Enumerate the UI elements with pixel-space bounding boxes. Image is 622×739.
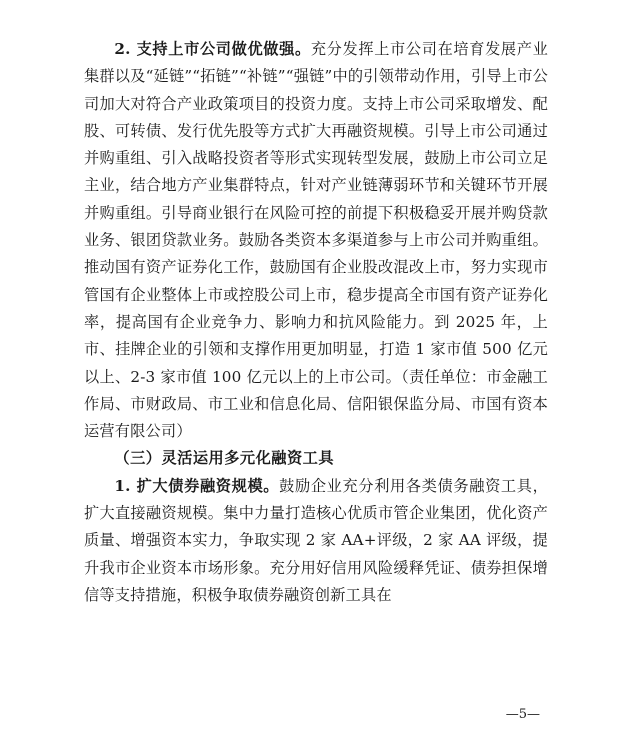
section-heading: （三）灵活运用多元化融资工具 <box>114 449 335 468</box>
paragraph-body: 充分发挥上市公司在培育发展产业集群以及“延链”“拓链”“补链”“强链”中的引领带动作用，引导上市公司加大对符合产业政策项目的投资力度。支持上市公司采取增发、配股、可转债、发行优先股等方式扩大再融资规模。引导上市公司通过并购重组、引入战略投资者等形式实现转型发展，鼓励上市公司立足主业，结合地方产业集群特点，针对产业链薄弱环节和关键环节开展并购重组。引导商业银行在风险可控的前提下积极稳妥开展并购贷款业务、银团贷款业务。鼓励各类资本多渠道参与上市公司并购重组。推动国有资产证券化工作，鼓励国有企业股改混改上市，努力实现市管国有企业整体上市或控股公司上市，稳步提高全市国有资产证券化率，提高国有企业竞争力、影响力和抗风险能力。到 2025 年，上市、挂牌企业的引领和支撑作用更加明显，打造 1 家市值 500 亿元以上、2-3 家市值 100 亿元以上的上市公司。（责任单位：市金融工作局、市财政局、市工业和信息化局、信阳银保监分局、市国有资本运营有限公司） <box>84 40 548 441</box>
document-page <box>84 36 548 609</box>
paragraph-title: 2. 支持上市公司做优做强。 <box>114 40 311 58</box>
page-number: —5— <box>505 707 540 722</box>
paragraph-listed-companies <box>84 36 548 445</box>
paragraph-body: 鼓励企业充分利用各类债务融资工具，扩大直接融资规模。集中力量打造核心优质市管企业集团，优化资产质量、增强资本实力，争取实现 2 家 AA+评级，2 家 AA 评级，提升我市企业资本市场形象。充分用好信用风险缓释凭证、债券担保增信等支持措施，积极争取债券融资创新工具在 <box>84 476 548 604</box>
paragraph-bond-financing <box>84 473 548 609</box>
paragraph-title: 1. 扩大债券融资规模。 <box>114 476 280 495</box>
